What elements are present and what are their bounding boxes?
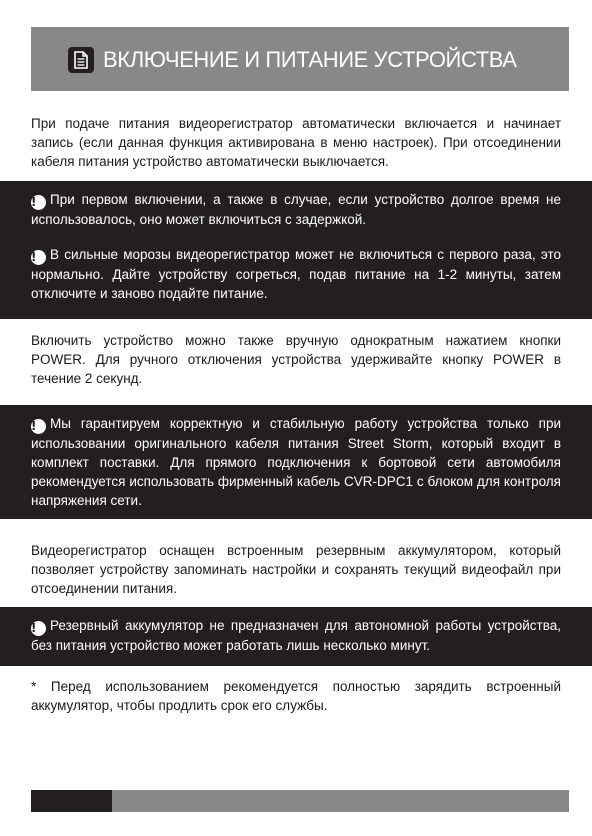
warning-text: Резервный аккумулятор не предназначен для автономной работы устройства, без питания устройство может работать лишь несколько минут. — [31, 618, 561, 653]
warning-text-battery — [31, 616, 561, 655]
warning-text: В сильные морозы видеорегистратор может не включиться с первого раза, это нормально. Дайте устройству согреться, подав питание на 1-2 минуты, затем отключите и заново подайте питание. — [31, 247, 561, 301]
warning-text-frost — [31, 245, 561, 303]
footnote-paragraph: * Перед использованием рекомендуется полностью зарядить встроенный аккумулятор, чтобы продлить срок его службы. — [31, 679, 561, 713]
warning-icon: ! — [31, 621, 46, 636]
warning-text: При первом включении, а также в случае, если устройство долгое время не использовалось, оно может включиться с задержкой. — [31, 192, 561, 227]
page-title: ВКЛЮЧЕНИЕ И ПИТАНИЕ УСТРОЙСТВА — [103, 47, 517, 72]
warning-text: Мы гарантируем корректную и стабильную работу устройства только при использовании оригинального кабеля питания Street Storm, который входит в комплект поставки. Для прямого подключения к бортовой сети автомобиля рекомендуется использовать фирменный кабель CVR-DPC1 с блоком для контроля напряжения сети. — [31, 416, 561, 508]
section-header — [31, 27, 569, 91]
warning-icon: ! — [31, 195, 46, 210]
warning-block-3 — [0, 607, 592, 666]
battery-paragraph: Видеорегистратор оснащен встроенным резервным аккумулятором, который позволяет устройству запоминать настройки и сохранять текущий видеофайл при отсоединении питания. — [31, 543, 561, 596]
warning-icon: ! — [31, 250, 46, 265]
warning-text-first-start — [31, 190, 561, 229]
power-button-paragraph: Включить устройство можно также вручную однократным нажатием кнопки POWER. Для ручного отключения устройства удерживайте кнопку POWER в течение 2 секунд. — [31, 333, 561, 386]
warning-text-cable — [31, 414, 561, 510]
warning-icon: ! — [31, 419, 46, 434]
footer-page-marker — [31, 790, 112, 812]
document-icon — [68, 47, 94, 73]
intro-paragraph: При подаче питания видеорегистратор автоматически включается и начинает запись (если данная функция активирована в меню настроек). При отсоединении кабеля питания устройство автоматически выключается. — [31, 116, 561, 169]
warning-block-1 — [0, 181, 592, 319]
warning-block-2 — [0, 405, 592, 519]
